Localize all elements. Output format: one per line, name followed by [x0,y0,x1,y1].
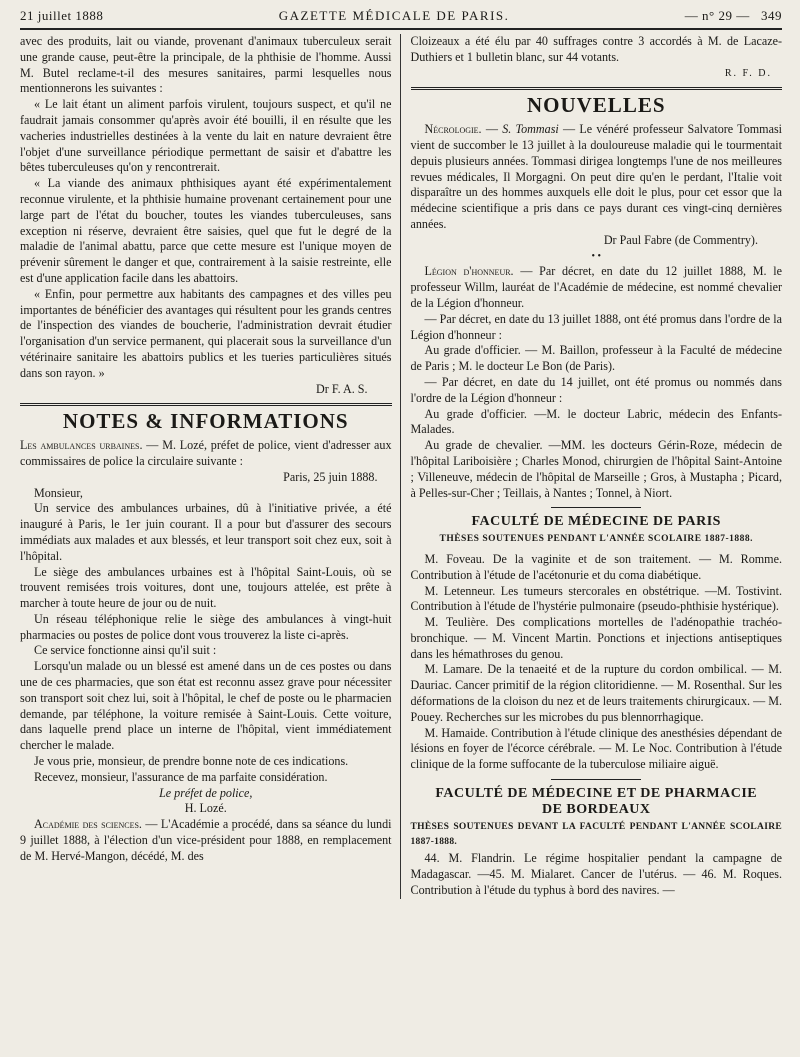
letter-signature-name: H. Lozé. [184,801,227,816]
thesis-entry: M. Hamaide. Contribution à l'étude clinique des anesthésies dépendant de lésions en foyer de l'écorce cérébrale. — M. Le Noc. Contribution à l'étude clinique de la forme suffocante de la tuberculose miliaire aiguë. [410,725,782,772]
header-issue-page [685,8,782,24]
right-column [401,34,783,899]
letter-paragraph: Je vous prie, monsieur, de prendre bonne note de ces indications. [34,754,349,769]
legion-paragraph: Au grade d'officier. —M. le docteur Labric, médecin des Enfants-Malades. [410,406,782,437]
letter-paragraph: Un réseau téléphonique relie le siège des ambulances à vingt-huit pharmacies ou postes de police dont vous trouverez la liste ci-après. [20,611,392,642]
faculte-bordeaux-subtitle: THÈSES SOUTENUES DEVANT LA FACULTÉ PENDANT L'ANNÉE SCOLAIRE 1887-1888. [410,821,782,848]
legion-paragraph: — Par décret, en date du 14 juillet, ont été promus ou nommés dans l'ordre de la Légion d'honneur : [410,374,782,405]
letter-date: Paris, 25 juin 1888. [283,469,378,484]
header-date: 21 juillet 1888 [20,8,104,23]
thesis-entry: M. Teulière. Des complications mortelles de l'adénopathie trachéo-bronchique. — M. Vincent Martin. Ponctions et injections antiseptiques dans les hémathroses du genou. [410,615,782,661]
article-paragraph: « Le lait étant un aliment parfois virulent, toujours suspect, et qu'il ne faudrait jamais consommer qu'après avoir été bouilli, il en résulte que les vacheries industrielles destinées à la vente du lait en nature devraient être l'objet d'une surveillance périodique permettant de saisir et d'abattre les bêtes tuberculeuses qu'on y rencontrerait. [20,97,392,175]
issue-number: — n° 29 — [684,8,750,23]
letter-signature-title: Le préfet de police, [159,785,253,800]
thesis-entry: M. Lamare. De la tenaeité et de la rupture du cordon ombilical. — M. Dauriac. Cancer primitif de la région clitoridienne. — M. Rosenthal. Sur les déformations de la cloison du nez et de leurs traitements chirurgicaux. — M. Pouey. Recherches sur les microbes du pus blennorrhagique. [410,662,782,724]
legion-text: — Par décret, en date du 12 juillet 1888, M. le professeur Willm, lauréat de l'Académie de médecine, est nommé chevalier de la Légion d'honneur. [410,264,782,310]
separator-dots: • • [591,250,601,262]
legion-paragraph: — Par décret, en date du 13 juillet 1888, ont été promus dans l'ordre de la Légion d'honneur : [410,311,782,342]
left-column [20,34,401,899]
academie-text: — L'Académie a procédé, dans sa séance du lundi 9 juillet 1888, à l'élection d'un vice-président pour 1888, en remplacement de M. Hervé-Mangon, décédé, M. des [20,817,392,863]
necrologie-signature: Dr Paul Fabre (de Commentry). [603,232,758,247]
ambulances-intro-text: — M. Lozé, préfet de police, vient d'adresser aux commissaires de police la circulaire suivante : [20,438,392,468]
article-paragraph: « La viande des animaux phthisiques ayant été expérimentalement reconnue virulente, et la phthisie humaine provenant certainement pour une large part de l'état du boucher, toutes les viandes tuberculeuses, sans exception ni réserve, devraient être saisies, quel que fut le degré de la maladie de l'animal abattu, parce que cette mesure est l'unique moyen de prévenir sûrement le danger et que, contrairement à la saisie restreinte, elle est d'une application facile dans les abattoirs. [20,176,392,285]
article-signature: Dr F. A. S. [316,381,368,396]
thesis-entry: 44. M. Flandrin. Le régime hospitalier pendant la campagne de Madagascar. —45. M. Mialaret. Cancer de l'utérus. — 46. M. Roques. Contribution à l'étude du typhus à bord des navires. — [410,851,782,897]
short-divider [551,779,641,780]
section-divider [20,403,392,406]
header-rule [20,28,782,30]
article-paragraph: « Enfin, pour permettre aux habitants des campagnes et des villes peu importantes de bénéficier des avantages qui résultent pour les grands centres de l'inspection des viandes de boucherie, l'administration devrait étudier l'organisation d'un service permanent, qui placerait sous la surveillance d'un vétérinaire sanitaire les abattoirs publics et les tueries particulières situés dans son rayon. » [20,286,392,380]
letter-salutation: Monsieur, [34,485,83,500]
thesis-entry: M. Foveau. De la vaginite et de son traitement. — M. Romme. Contribution à l'étude de l'acétonurie et du coma diabétique. [410,551,782,582]
faculte-bordeaux-title-line2: DE BORDEAUX [541,801,651,817]
letter-paragraph: Recevez, monsieur, l'assurance de ma parfaite considération. [34,769,328,784]
necrologie-paragraph: Nécrologie. — S. Tommasi — Le vénéré professeur Salvatore Tommasi vient de succomber le 13 juillet à la douloureuse maladie qui le tourmentait depuis plusieurs années. Tommasi dirigea longtemps l'une de nos meilleures revues médicales, Il Morgagni. On peut dire qu'en le perdant, l'Italie voit disparaître un des hommes auxquels elle doit le plus, pour cet essor que la médecine scientifique a pris dans ce pays durant ces vingt-cinq dernières années. [410,122,783,231]
article-signature: R. F. D. [724,67,772,79]
academie-paragraph [20,817,392,864]
letter-paragraph: Un service des ambulances urbaines, dû à l'initiative privée, a été inauguré à Paris, le 1er juin courant. Il a pour but d'assurer des secours immédiats aux malades et aux blessés, et leur transport soit chez eux, soit à l'hôpital. [20,501,392,563]
letter-paragraph: Lorsqu'un malade ou un blessé est amené dans un de ces postes ou dans une de ces pharmacies, que son état est reconnu assez grave pour nécessiter son transport soit chez lui, soit à l'hôpital, le chef de poste ou le pharmacien demande, par téléphone, la voiture remisée à Saint-Louis. Cette voiture, dans laquelle prend place un interne de l'hôpital, vient immédiatement chercher le malade. [20,659,392,753]
page-number: 349 [760,8,782,23]
faculte-paris-title: FACULTÉ DE MÉDECINE DE PARIS [471,514,721,530]
thesis-entry: M. Letenneur. Les tumeurs stercorales en obstétrique. —M. Tostivint. Contribution à l'étude de l'hystérie pulmonaire (pseudo-phthisie hystérique). [410,583,782,614]
faculte-bordeaux-title [411,786,783,818]
ambulances-label: Les ambulances urbaines. [20,438,143,453]
necrologie-label: Nécrologie. [424,122,482,137]
article-paragraph: avec des produits, lait ou viande, provenant d'animaux tuberculeux serait une grande cause, peut-être la principale, de la phthisie de l'homme. Aussi M. Butel reclame-t-il des mesures sanitaires, parmi lesquelles nous mentionnerons les suivantes : [20,34,392,96]
two-column-body [20,34,782,899]
academie-label: Académie des sciences. [34,817,142,832]
legion-paragraph: Au grade de chevalier. —MM. les docteurs Gérin-Roze, médecin de l'hôpital Lariboisière ; Charles Monod, chirurgien de l'hôpital Saint-Antoine ; Villeneuve, médecin de l'hôpital de Marseille ; Gros, à Mustapha ; Picard, à Pelles-sur-Cher ; Teillais, à Nantes ; Tonnel, à Niort. [410,438,782,500]
section-title-notes: NOTES & INFORMATIONS [62,409,349,434]
letter-paragraph: Ce service fonctionne ainsi qu'il suit : [34,643,217,658]
legion-paragraph [411,264,783,311]
necrologie-name: S. Tommasi [502,122,559,137]
legion-label: Légion d'honneur. [424,264,514,279]
section-divider [411,87,783,90]
legion-paragraph: Au grade d'officier. — M. Baillon, professeur à la Faculté de médecine de Paris ; M. le docteur Le Bon (de Paris). [410,343,782,374]
article-paragraph: Cloizeaux a été élu par 40 suffrages contre 3 accordés à M. de Lacaze-Duthiers et 1 bulletin blanc, sur 44 votants. [410,34,782,64]
short-divider [551,507,641,508]
necrologie-text: — Le vénéré professeur Salvatore Tommasi vient de succomber le 13 juillet à la douloureuse maladie qui le tourmentait depuis plusieurs années. Tommasi dirigea longtemps l'une de nos meilleures revues médicales, Il Morgagni. On peut dire qu'en le perdant, l'Italie voit disparaître un des hommes auxquels elle doit le plus, pour cet essor que la médecine scientifique a pris dans ce pays durant ces vingt-cinq dernières années. [410,122,783,231]
journal-title: GAZETTE MÉDICALE DE PARIS. [278,8,510,23]
section-title-nouvelles: NOUVELLES [526,93,666,118]
running-header [20,8,782,26]
faculte-paris-subtitle: THÈSES SOUTENUES PENDANT L'ANNÉE SCOLAIRE 1887-1888. [439,534,754,545]
ambulances-intro [20,438,392,470]
letter-paragraph: Le siège des ambulances urbaines est à l'hôpital Saint-Louis, où se trouvent remisées trois voitures, dont une, toujours attelée, est prête à marcher à toute heure de jour ou de nuit. [20,564,392,611]
faculte-bordeaux-title-line1: FACULTÉ DE MÉDECINE ET DE PHARMACIE [435,786,758,802]
